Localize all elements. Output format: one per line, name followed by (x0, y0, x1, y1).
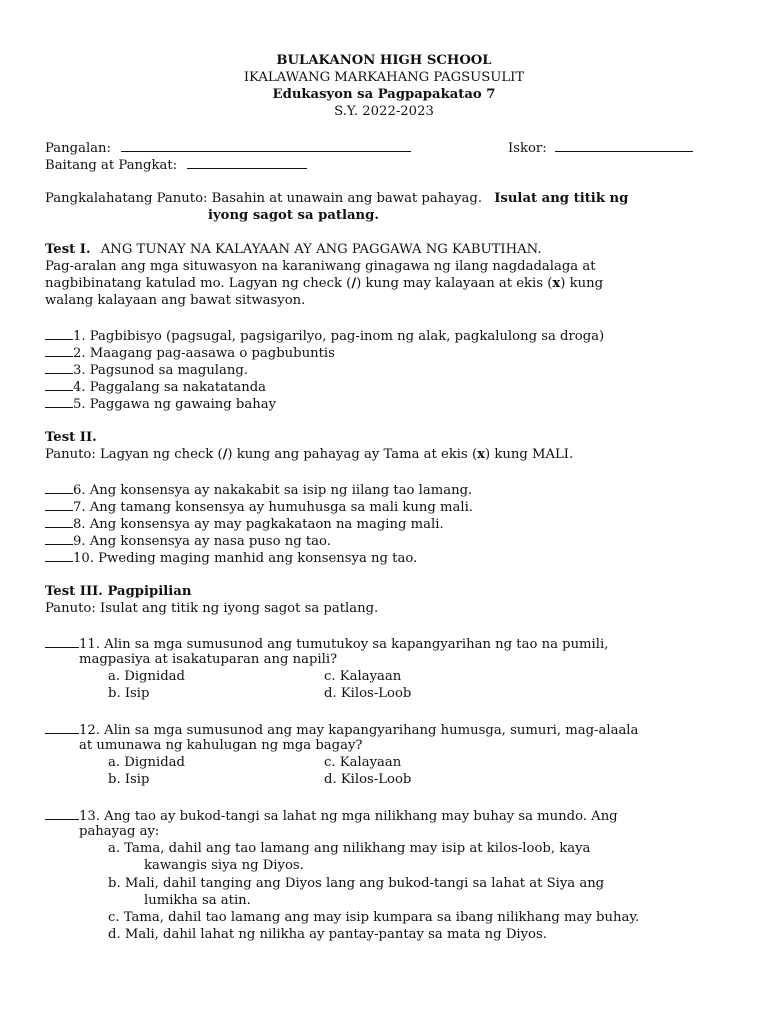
test1-heading (45, 241, 542, 259)
answer-blank[interactable] (45, 806, 79, 820)
item-text: 9. Ang konsensya ay nasa puso ng tao. (73, 534, 331, 549)
answer-blank[interactable] (45, 377, 73, 391)
answer-blank[interactable] (45, 394, 73, 408)
item-text: 8. Ang konsensya ay may pagkakataon na maging mali. (73, 517, 444, 532)
test1-item-5 (45, 394, 276, 414)
answer-blank[interactable] (45, 497, 73, 511)
answer-blank[interactable] (45, 634, 79, 648)
item-text: 1. Pagbibisyo (pagsugal, pagsigarilyo, pag-inom ng alak, pagkalulong sa droga) (73, 329, 605, 344)
check-mark: / (351, 276, 357, 291)
answer-blank[interactable] (45, 531, 73, 545)
general-instructions (45, 190, 628, 208)
general-label: Pangkalahatang Panuto: Basahin at unawain ang bawat pahayag. (45, 191, 483, 206)
item-text: 3. Pagsunod sa magulang. (73, 363, 249, 378)
answer-blank[interactable] (45, 514, 73, 528)
item-text: 6. Ang konsensya ay nakakabit sa isip ng iilang tao lamang. (73, 483, 473, 498)
answer-blank[interactable] (45, 720, 79, 734)
q13-option-b: b. Mali, dahil tanging ang Diyos lang ang bukod-tangi sa lahat at Siya ang (108, 876, 605, 891)
question-13-cont: pahayag ay: (79, 824, 160, 839)
test1-title: ANG TUNAY NA KALAYAAN AY ANG PAGGAWA NG KABUTIHAN. (100, 242, 542, 257)
test1-label: Test I. (45, 242, 91, 257)
test1-instruction-2 (45, 275, 603, 293)
grade-label: Baitang at Pangkat: (45, 158, 178, 173)
item-text: 10. Pweding maging manhid ang konsensya ng tao. (73, 551, 418, 566)
score-field (508, 138, 693, 158)
general-bold-2: iyong sagot sa patlang. (208, 208, 379, 223)
question-text: 13. Ang tao ay bukod-tangi sa lahat ng mga nilikhang may buhay sa mundo. Ang (79, 809, 618, 824)
q12-option-a: a. Dignidad (108, 755, 185, 770)
q13-option-c: c. Tama, dahil tao lamang ang may isip kumpara sa ibang nilikhang may buhay. (108, 910, 640, 925)
item-text: 4. Paggalang sa nakatatanda (73, 380, 267, 395)
test2-item-10 (45, 548, 417, 568)
test1-instruction-3: walang kalayaan ang bawat sitwasyon. (45, 293, 306, 308)
grade-blank[interactable] (187, 155, 307, 169)
item-text: 7. Ang tamang konsensya ay humuhusga sa mali kung mali. (73, 500, 474, 515)
q11-option-d: d. Kilos-Loob (324, 686, 412, 701)
q12-option-b: b. Isip (108, 772, 150, 787)
answer-blank[interactable] (45, 326, 73, 340)
exam-title: IKALAWANG MARKAHANG PAGSUSULIT (243, 70, 525, 85)
general-bold-1: Isulat ang titik ng (494, 191, 629, 206)
grade-field (45, 155, 307, 175)
q11-option-b: b. Isip (108, 686, 150, 701)
test1-instr-part-a: nagbibinatang katulad mo. Lagyan ng check ( (45, 276, 352, 291)
answer-blank[interactable] (45, 480, 73, 494)
q11-option-c: c. Kalayaan (324, 669, 402, 684)
test1-instr-part-c: ) kung (560, 276, 604, 291)
score-blank[interactable] (555, 138, 693, 152)
question-12-cont: at umunawa ng kahulugan ng mga bagay? (79, 738, 363, 753)
score-label: Iskor: (508, 141, 547, 156)
answer-blank[interactable] (45, 548, 73, 562)
name-blank[interactable] (121, 138, 411, 152)
test1-instr-part-b: ) kung may kalayaan at ekis ( (356, 276, 553, 291)
item-text: 2. Maagang pag-aasawa o pagbubuntis (73, 346, 335, 361)
ex-mark: x (477, 447, 486, 462)
check-mark: / (222, 447, 228, 462)
test2-instr-part-b: ) kung ang pahayag ay Tama at ekis ( (227, 447, 478, 462)
answer-blank[interactable] (45, 343, 73, 357)
q13-option-d: d. Mali, dahil lahat ng nilikha ay pantay-pantay sa mata ng Diyos. (108, 927, 547, 942)
test1-instruction-1: Pag-aralan ang mga situwasyon na karaniwang ginagawa ng ilang nagdadalaga at (45, 259, 596, 274)
q12-option-d: d. Kilos-Loob (324, 772, 412, 787)
subject-title: Edukasyon sa Pagpapakatao 7 (272, 87, 496, 102)
q13-option-a: a. Tama, dahil ang tao lamang ang nilikhang may isip at kilos-loob, kaya (108, 841, 591, 856)
test2-instr-part-c: ) kung MALI. (485, 447, 574, 462)
item-text: 5. Paggawa ng gawaing bahay (73, 397, 277, 412)
test2-instr-part-a: Panuto: Lagyan ng check ( (45, 447, 223, 462)
q13-option-b-cont: lumikha sa atin. (144, 893, 251, 908)
q13-option-a-cont: kawangis siya ng Diyos. (144, 858, 304, 873)
question-11-cont: magpasiya at isakatuparan ang napili? (79, 652, 338, 667)
answer-blank[interactable] (45, 360, 73, 374)
test3-instruction: Panuto: Isulat ang titik ng iyong sagot sa patlang. (45, 601, 379, 616)
q11-option-a: a. Dignidad (108, 669, 185, 684)
name-label: Pangalan: (45, 141, 111, 156)
school-name: BULAKANON HIGH SCHOOL (276, 53, 492, 68)
test2-instruction (45, 446, 573, 464)
test3-label: Test III. Pagpipilian (45, 584, 192, 599)
question-text: 11. Alin sa mga sumusunod ang tumutukoy sa kapangyarihan ng tao na pumili, (79, 637, 609, 652)
q12-option-c: c. Kalayaan (324, 755, 402, 770)
test2-label: Test II. (45, 430, 97, 445)
question-text: 12. Alin sa mga sumusunod ang may kapangyarihang humusga, sumuri, mag-alaala (79, 723, 639, 738)
school-year: S.Y. 2022-2023 (334, 104, 434, 119)
ex-mark: x (552, 276, 561, 291)
